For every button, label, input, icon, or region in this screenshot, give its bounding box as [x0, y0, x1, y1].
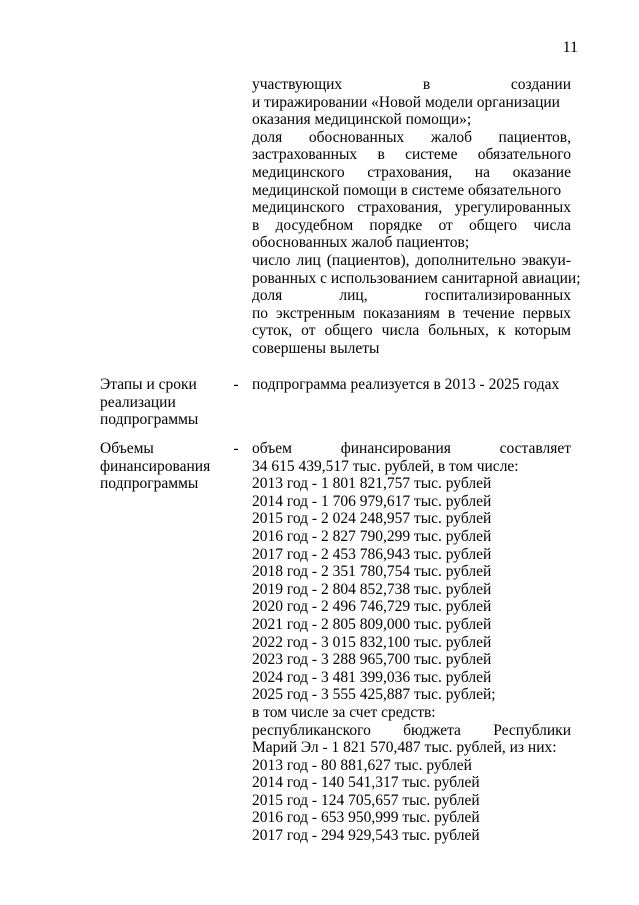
funding-text-line: 2015 год - 2 024 248,957 тыс. рублей — [252, 510, 492, 528]
funding-value — [252, 440, 571, 845]
funding-text-line: 2019 год - 2 804 852,738 тыс. рублей — [252, 580, 492, 598]
stages-label-line: Этапы и сроки — [100, 376, 197, 393]
funding-text-line: 2018 год - 2 351 780,754 тыс. рублей — [252, 563, 492, 581]
page-number: 11 — [562, 39, 578, 56]
indicator-text-line: обоснованных жалоб пациентов; — [252, 234, 470, 252]
funding-dash: - — [233, 440, 239, 457]
indicator-text-line: застрахованных в системе обязательного — [252, 146, 571, 164]
funding-text-line: 34 615 439,517 тыс. рублей, в том числе: — [252, 457, 519, 475]
indicator-text-line: совершены вылеты — [252, 339, 380, 357]
funding-text-line: 2013 год - 1 801 821,757 тыс. рублей — [252, 475, 492, 493]
stages-label-line: подпрограммы — [100, 411, 199, 429]
indicator-text-line: число лиц (пациентов), дополнительно эвакуи- — [252, 251, 571, 269]
stages-label-line: реализации — [100, 393, 176, 411]
indicator-text-line: по экстренным показаниям в течение первых — [252, 304, 571, 322]
funding-text-line: 2016 год - 2 827 790,299 тыс. рублей — [252, 527, 492, 545]
stages-label — [100, 376, 225, 429]
stages-dash: - — [233, 376, 239, 393]
funding-text-line: 2016 год - 653 950,999 тыс. рублей — [252, 809, 480, 827]
funding-text-line: Марий Эл - 1 821 570,487 тыс. рублей, из них: — [252, 739, 557, 757]
funding-text-line: 2017 год - 2 453 786,943 тыс. рублей — [252, 545, 492, 563]
indicator-text-line: доля обоснованных жалоб пациентов, — [252, 128, 571, 146]
funding-text-line: 2023 год - 3 288 965,700 тыс. рублей — [252, 651, 492, 669]
funding-label-line: финансирования — [100, 457, 211, 475]
indicator-text-line: в досудебном порядке от общего числа — [252, 216, 571, 234]
funding-label-line: Объемы — [100, 440, 154, 457]
indicator-text-line: участвующих в создании — [252, 76, 571, 93]
indicator-text-line: доля лиц, госпитализированных — [252, 287, 571, 305]
funding-text-line: 2024 год - 3 481 399,036 тыс. рублей — [252, 668, 492, 686]
funding-text-line: 2020 год - 2 496 746,729 тыс. рублей — [252, 598, 492, 616]
funding-text-line: 2021 год - 2 805 809,000 тыс. рублей — [252, 615, 492, 633]
funding-text-line: объем финансирования составляет — [252, 440, 571, 457]
indicator-text-line: рованных с использованием санитарной авиации; — [252, 269, 581, 287]
indicator-text-line: суток, от общего числа больных, к которым — [252, 322, 571, 340]
funding-text-line: 2014 год - 1 706 979,617 тыс. рублей — [252, 492, 492, 510]
funding-text-line: 2025 год - 3 555 425,887 тыс. рублей; — [252, 686, 496, 704]
stages-value: подпрограмма реализуется в 2013 - 2025 годах — [252, 376, 560, 393]
funding-text-line: 2015 год - 124 705,657 тыс. рублей — [252, 791, 480, 809]
indicator-text-line: медицинской помощи в системе обязательного — [252, 181, 562, 199]
funding-text-line: в том числе за счет средств: — [252, 703, 436, 721]
funding-label-line: подпрограммы — [100, 475, 199, 493]
indicator-text-line: оказания медицинской помощи»; — [252, 111, 472, 129]
indicator-text-line: и тиражировании «Новой модели организации — [252, 93, 560, 111]
funding-text-line: 2013 год - 80 881,627 тыс. рублей — [252, 756, 472, 774]
funding-label — [100, 440, 225, 493]
funding-text-line: 2022 год - 3 015 832,100 тыс. рублей — [252, 633, 492, 651]
indicator-text-line: медицинского страхования, на оказание — [252, 163, 571, 181]
funding-text-line: 2017 год - 294 929,543 тыс. рублей — [252, 827, 480, 845]
funding-text-line: 2014 год - 140 541,317 тыс. рублей — [252, 774, 480, 792]
indicators-continuation — [252, 76, 581, 358]
indicator-text-line: медицинского страхования, урегулированных — [252, 199, 571, 217]
funding-text-line: республиканского бюджета Республики — [252, 721, 571, 739]
